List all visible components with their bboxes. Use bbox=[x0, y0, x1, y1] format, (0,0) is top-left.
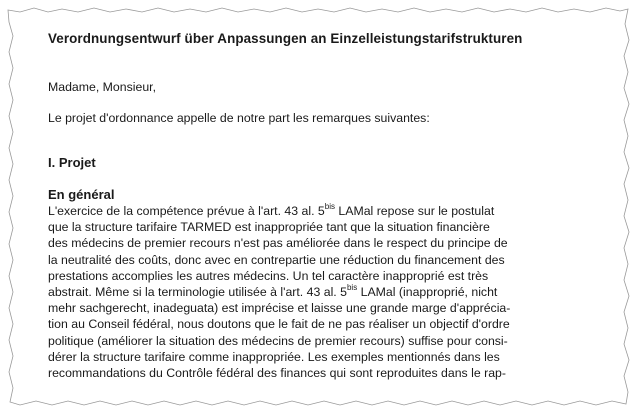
paragraph-text: tion au Conseil fédéral, nous doutons que le fait de ne pas réaliser un objectif d'ordre bbox=[48, 317, 510, 332]
paragraph-text: politique (améliorer la situation des médecins de premier recours) suffise pour consi- bbox=[48, 333, 508, 348]
body-paragraph bbox=[48, 203, 608, 381]
paragraph-line bbox=[48, 235, 608, 251]
paragraph-text: L'exercice de la compétence prévue à l'art. 43 al. 5 bbox=[48, 204, 325, 218]
paragraph-text: que la structure tarifaire TARMED est inappropriée tant que la situation financière bbox=[48, 220, 490, 235]
section-heading: I. Projet bbox=[48, 155, 96, 170]
paragraph-line bbox=[48, 203, 608, 219]
paragraph-line bbox=[48, 365, 608, 381]
paragraph-line bbox=[48, 316, 608, 332]
paragraph-text: des médecins de premier recours n'est pas améliorée dans le respect du principe de bbox=[48, 236, 508, 251]
paragraph-text: recommandations du Contrôle fédéral des finances qui sont reproduites dans le rap- bbox=[48, 366, 506, 381]
paragraph-line bbox=[48, 349, 608, 365]
intro-sentence: Le projet d'ordonnance appelle de notre part les remarques suivantes: bbox=[48, 111, 430, 125]
paragraph-text: la neutralité des coûts, donc avec en contrepartie une réduction du financement des bbox=[48, 252, 505, 267]
paragraph-line bbox=[48, 300, 608, 316]
paragraph-line bbox=[48, 252, 608, 268]
subsection-heading: En général bbox=[48, 187, 115, 202]
paragraph-text: mehr sachgerecht, inadeguata) est imprécise et laisse une grande marge d'apprécia- bbox=[48, 301, 511, 316]
superscript: bis bbox=[324, 201, 335, 211]
paragraph-text: LAMal (inapproprié, nicht bbox=[357, 285, 498, 300]
document-title: Verordnungsentwurf über Anpassungen an Einzelleistungstarifstrukturen bbox=[48, 31, 523, 46]
paragraph-text: LAMal repose sur le postulat bbox=[335, 204, 495, 218]
salutation: Madame, Monsieur, bbox=[48, 80, 156, 94]
superscript: bis bbox=[346, 282, 358, 292]
paragraph-line bbox=[48, 219, 608, 235]
paragraph-line bbox=[48, 333, 608, 349]
paragraph-line bbox=[48, 268, 608, 284]
paragraph-text: prestations accomplies les autres médecins. Un tel caractère inapproprié est très bbox=[48, 268, 489, 283]
paragraph-text: dérer la structure tarifaire comme inappropriée. Les exemples mentionnés dans les bbox=[48, 349, 500, 364]
paragraph-line bbox=[48, 284, 608, 300]
paragraph-text: abstrait. Même si la terminologie utilisée à l'art. 43 al. 5 bbox=[48, 285, 347, 300]
